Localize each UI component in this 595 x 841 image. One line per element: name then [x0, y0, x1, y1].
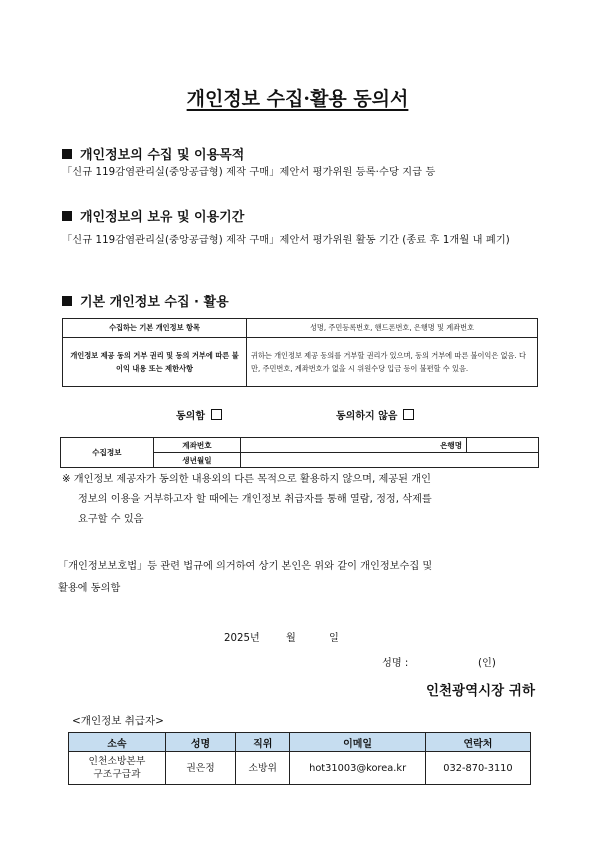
section-heading-basic: 기본 개인정보 수집 · 활용	[62, 291, 229, 310]
cell-email: hot31003@korea.kr	[290, 752, 426, 785]
consent-statement	[58, 556, 540, 600]
notice-line: 정보의 이용을 거부하고자 할 때에는 개인정보 취급자를 통해 열람, 정정, 삭제를	[78, 494, 432, 505]
refusal-rights-label: 개인정보 제공 동의 거부 권리 및 동의 거부에 따른 불이익 내용 또는 제한사항	[63, 338, 247, 387]
date-day: 일	[329, 633, 339, 644]
date-month: 월	[286, 633, 296, 644]
col-name: 성명	[165, 733, 235, 752]
seal-mark: (인)	[478, 658, 496, 669]
section-heading-purpose: 개인정보의 수집 및 이용목적	[62, 144, 244, 163]
consent-line: 활용에 동의함	[58, 583, 121, 594]
refusal-rights-value: 귀하는 개인정보 제공 동의를 거부할 권리가 있으며, 동의 거부에 따른 불이익은 없음. 다만, 주민번호, 계좌번호가 없을 시 위원수당 입금 등이 불편할 수 있음.	[247, 338, 538, 387]
collect-info-table	[60, 437, 539, 468]
account-field[interactable]	[241, 438, 406, 453]
agree-option[interactable]: 동의함	[176, 407, 222, 422]
square-bullet-icon	[62, 211, 72, 221]
agree-checkbox[interactable]	[211, 409, 222, 420]
recipient: 인천광역시장 귀하	[425, 683, 535, 699]
col-position: 직위	[236, 733, 290, 752]
consent-line: 「개인정보보호법」등 관련 법규에 의거하여 상기 본인은 위와 같이 개인정보수집 및	[58, 561, 433, 572]
account-label: 계좌번호	[153, 438, 240, 453]
bank-label: 은행명	[406, 438, 467, 453]
col-dept: 소속	[69, 733, 166, 752]
collected-items-label: 수집하는 기본 개인정보 항목	[63, 319, 247, 338]
disagree-option[interactable]: 동의하지 않음	[336, 407, 414, 422]
disagree-checkbox[interactable]	[403, 409, 414, 420]
notice-text	[62, 470, 540, 530]
col-email: 이메일	[290, 733, 426, 752]
square-bullet-icon	[62, 296, 72, 306]
info-table	[62, 318, 538, 387]
section-text-retention: 「신규 119감염관리실(중앙공급형) 제작 구매」제안서 평가위원 활동 기간 (종료 후 1개월 내 폐기)	[62, 235, 510, 246]
sign-label: 성명 :	[382, 658, 409, 669]
cell-dept: 인천소방본부 구조구급과	[69, 752, 166, 785]
notice-line: ※ 개인정보 제공자가 동의한 내용외의 다른 목적으로 활용하지 않으며, 제공된 개인	[62, 474, 431, 485]
birth-field[interactable]	[241, 453, 539, 468]
table-row	[69, 752, 531, 785]
notice-line: 요구할 수 있음	[78, 514, 144, 525]
collected-items-value: 성명, 주민등록번호, 핸드폰번호, 은행명 및 계좌번호	[247, 319, 538, 338]
handler-heading: <개인정보 취급자>	[72, 715, 164, 727]
bank-field[interactable]	[467, 438, 539, 453]
cell-position: 소방위	[236, 752, 290, 785]
birth-label: 생년월일	[153, 453, 240, 468]
section-heading-retention: 개인정보의 보유 및 이용기간	[62, 206, 244, 225]
document-title: 개인정보 수집·활용 동의서	[186, 88, 409, 110]
square-bullet-icon	[62, 149, 72, 159]
col-phone: 연락처	[425, 733, 530, 752]
cell-phone: 032-870-3110	[425, 752, 530, 785]
section-text-purpose: 「신규 119감염관리실(중앙공급형) 제작 구매」제안서 평가위원 등록·수당 지급 등	[62, 167, 436, 178]
date-year: 2025년	[224, 633, 260, 644]
handler-table	[68, 732, 531, 785]
collect-info-label: 수집정보	[61, 438, 154, 468]
cell-name: 권은정	[165, 752, 235, 785]
